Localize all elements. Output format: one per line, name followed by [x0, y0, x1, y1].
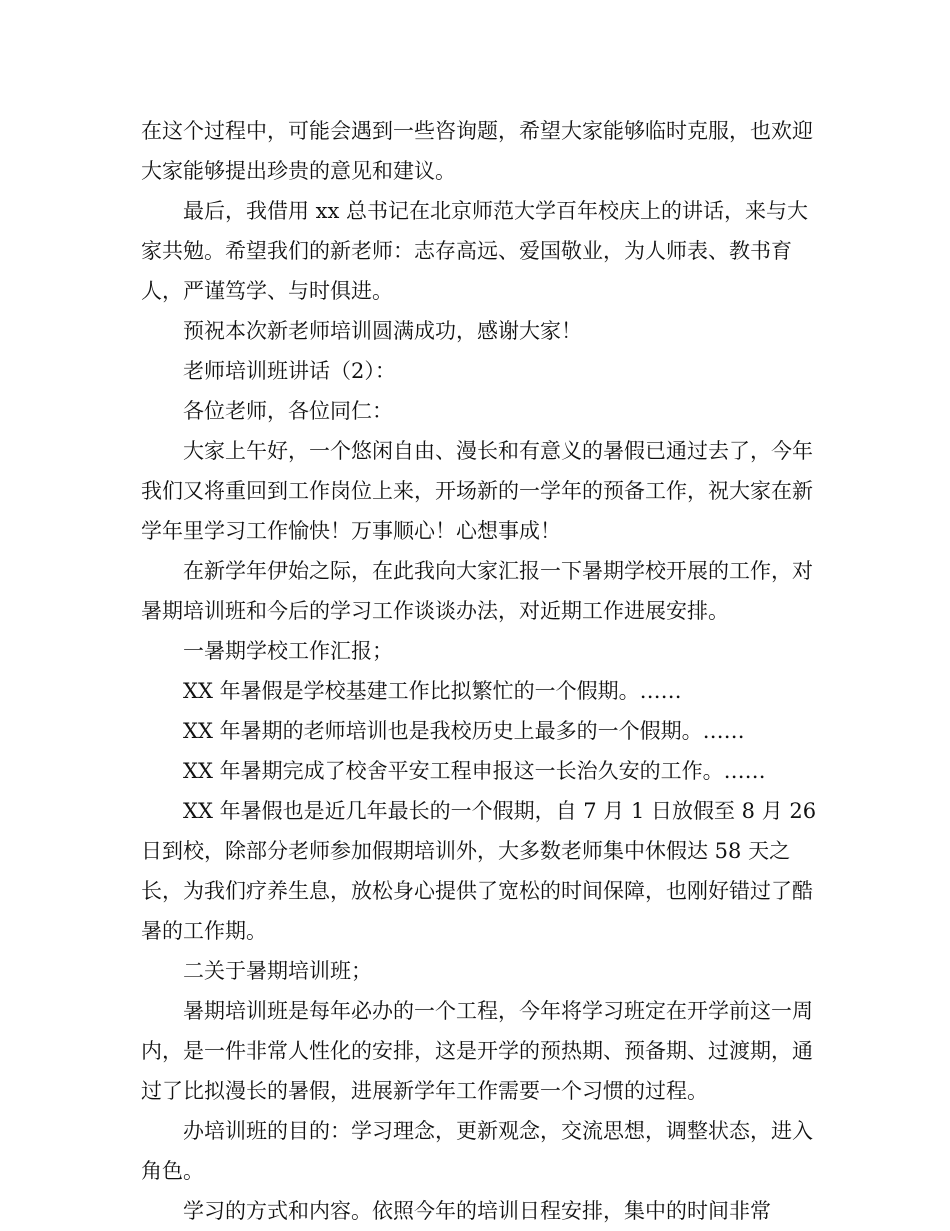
salutation: 各位老师，各位同仁： — [183, 399, 393, 423]
paragraph: XX 年暑期的老师培训也是我校历史上最多的一个假期。…… — [183, 719, 745, 743]
section-heading: 老师培训班讲话（2）： — [183, 359, 396, 383]
paragraph: 预祝本次新老师培训圆满成功，感谢大家！ — [183, 319, 582, 343]
paragraph: 在这个过程中，可能会遇到一些咨询题，希望大家能够临时克服，也欢迎大家能够提出珍贵的意见和建议。 — [141, 119, 813, 183]
paragraph: 在新学年伊始之际，在此我向大家汇报一下暑期学校开展的工作，对暑期培训班和今后的学习工作谈谈办法，对近期工作进展安排。 — [141, 559, 813, 623]
paragraph: 最后，我借用 xx 总书记在北京师范大学百年校庆上的讲话，来与大家共勉。希望我们的新老师：志存高远、爱国敬业，为人师表、教书育人，严谨笃学、与时俱进。 — [141, 199, 809, 303]
paragraph: 暑期培训班是每年必办的一个工程，今年将学习班定在开学前这一周内，是一件非常人性化的安排，这是开学的预热期、预备期、过渡期，通过了比拟漫长的暑假，进展新学年工作需要一个习惯的过程。 — [141, 999, 813, 1103]
document-body — [141, 111, 821, 1231]
paragraph: XX 年暑假是学校基建工作比拟繁忙的一个假期。…… — [183, 679, 682, 703]
paragraph: XX 年暑假也是近几年最长的一个假期，自 7 月 1 日放假至 8 月 26 日到校，除部分老师参加假期培训外，大多数老师集中休假达 58 天之长，为我们疗养生息，放松身心提供了宽松的时间保障，也刚好错过了酷暑的工作期。 — [141, 799, 823, 943]
section-heading: 一暑期学校工作汇报； — [183, 639, 393, 663]
paragraph: 办培训班的目的：学习理念，更新观念，交流思想，调整状态，进入角色。 — [141, 1119, 813, 1183]
paragraph: 大家上午好，一个悠闲自由、漫长和有意义的暑假已通过去了，今年我们又将重回到工作岗位上来，开场新的一学年的预备工作，祝大家在新学年里学习工作愉快！万事顺心！心想事成！ — [141, 439, 813, 543]
section-heading: 二关于暑期培训班； — [183, 959, 372, 983]
paragraph: 学习的方式和内容。依照今年的培训日程安排，集中的时间非常 — [183, 1199, 771, 1223]
paragraph: XX 年暑期完成了校舍平安工程申报这一长治久安的工作。…… — [183, 759, 766, 783]
